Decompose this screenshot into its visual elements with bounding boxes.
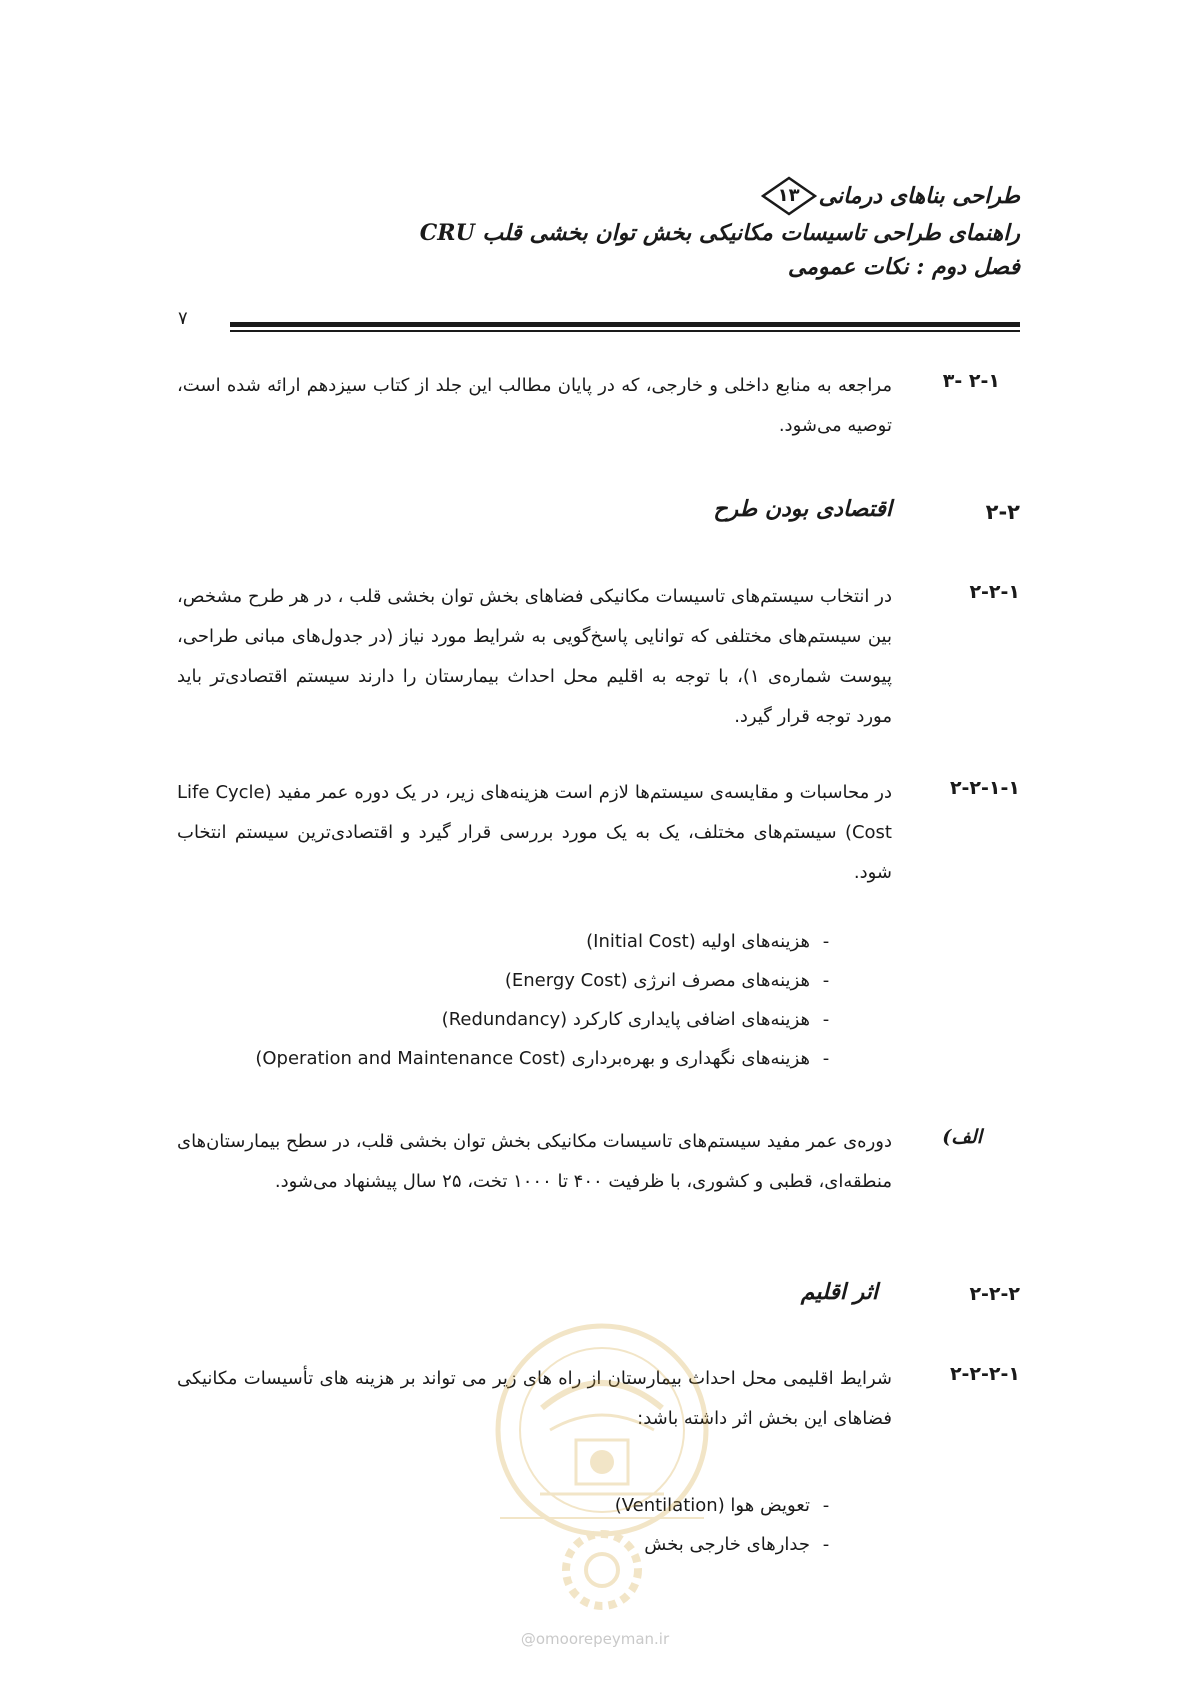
at-icon: @ [520, 1630, 536, 1648]
list-item: -جدارهای خارجی بخش [615, 1525, 842, 1564]
dash-icon: - [822, 1534, 830, 1555]
header-rule-thin [230, 330, 1020, 332]
section-title: اقتصادی بودن طرح [713, 496, 892, 522]
list-item: -هزینه‌های اولیه (Initial Cost) [255, 922, 842, 961]
list-item: -هزینه‌های مصرف انرژی (Energy Cost) [255, 961, 842, 1000]
clause-number: ۲-۲-۲-۱ [949, 1363, 1020, 1385]
dash-icon: - [822, 1048, 830, 1069]
clause-text: مراجعه به منابع داخلی و خارجی، که در پایان مطالب این جلد از کتاب سیزدهم ارائه شده است، توصیه می‌شود. [177, 375, 892, 436]
clause-text: در انتخاب سیستم‌های تاسیسات مکانیکی فضاهای بخش توان بخشی قلب ، در هر طرح مشخص، بین سیستم‌های مختلفی که توانایی پاسخ‌گویی به شرایط مورد نیاز (در جدول‌های مبانی طراحی، پیوست شماره‌ی ۱)، با توجه به اقلیم محل احداث بیمارستان را دارند سیستم اقتصادی‌تر باید مورد توجه قرار گیرد. [177, 586, 892, 727]
clause-number: الف) [942, 1126, 982, 1148]
chapter-title: فصل دوم : نکات عمومی [787, 254, 1020, 280]
clause-text: در محاسبات و مقایسه‌ی سیستم‌ها لازم است هزینه‌های زیر، در یک دوره عمر مفید (Life Cycle Cost) سیستم‌های مختلف، یک به یک مورد بررسی قرار گیرد و اقتصادی‌ترین سیستم انتخاب شود. [177, 782, 892, 883]
site-url: omoorepeyman.ir [535, 1630, 670, 1648]
section-number: ۲-۲-۲ [969, 1283, 1020, 1305]
section-number: ۲-۲ [985, 500, 1020, 524]
clause-number: ۲-۲-۱-۱ [949, 777, 1020, 799]
cost-list [255, 922, 842, 1078]
book-title: طراحی بناهای درمانی [818, 183, 1020, 209]
book-number: ۱۳ [777, 185, 800, 206]
section-title: اثر اقلیم [800, 1279, 878, 1305]
header-line-1 [420, 176, 1020, 216]
list-item: -هزینه‌های اضافی پایداری کارکرد (Redundancy) [255, 1000, 842, 1039]
clause-number: ۲-۲-۱ [969, 581, 1020, 603]
footer-site [470, 1630, 720, 1648]
book-number-badge [761, 176, 817, 216]
clause-number: ۲-۱ -۳ [942, 370, 1000, 392]
list-item: -هزینه‌های نگهداری و بهره‌برداری (Operation and Maintenance Cost) [255, 1039, 842, 1078]
clause-text: دوره‌ی عمر مفید سیستم‌های تاسیسات مکانیکی بخش توان بخشی قلب، در سطح بیمارستان‌های منطقه‌ای، قطبی و کشوری، با ظرفیت ۴۰۰ تا ۱۰۰۰ تخت، ۲۵ سال پیشنهاد می‌شود. [177, 1131, 892, 1192]
dash-icon: - [822, 1009, 830, 1030]
climate-list [615, 1486, 842, 1564]
dash-icon: - [822, 970, 830, 991]
header-rule-thick [230, 322, 1020, 327]
page-number: ۷ [178, 308, 188, 329]
guide-title: راهنمای طراحی تاسیسات مکانیکی بخش توان بخشی قلب CRU [419, 220, 1020, 246]
list-item: -تعویض هوا (Ventilation) [615, 1486, 842, 1525]
clause-text: شرایط اقلیمی محل احداث بیمارستان از راه های زیر می تواند بر هزینه های تأسیسات مکانیکی فضاهای این بخش اثر داشته باشد: [177, 1368, 892, 1429]
page-header [420, 176, 1020, 284]
dash-icon: - [822, 931, 830, 952]
dash-icon: - [822, 1495, 830, 1516]
